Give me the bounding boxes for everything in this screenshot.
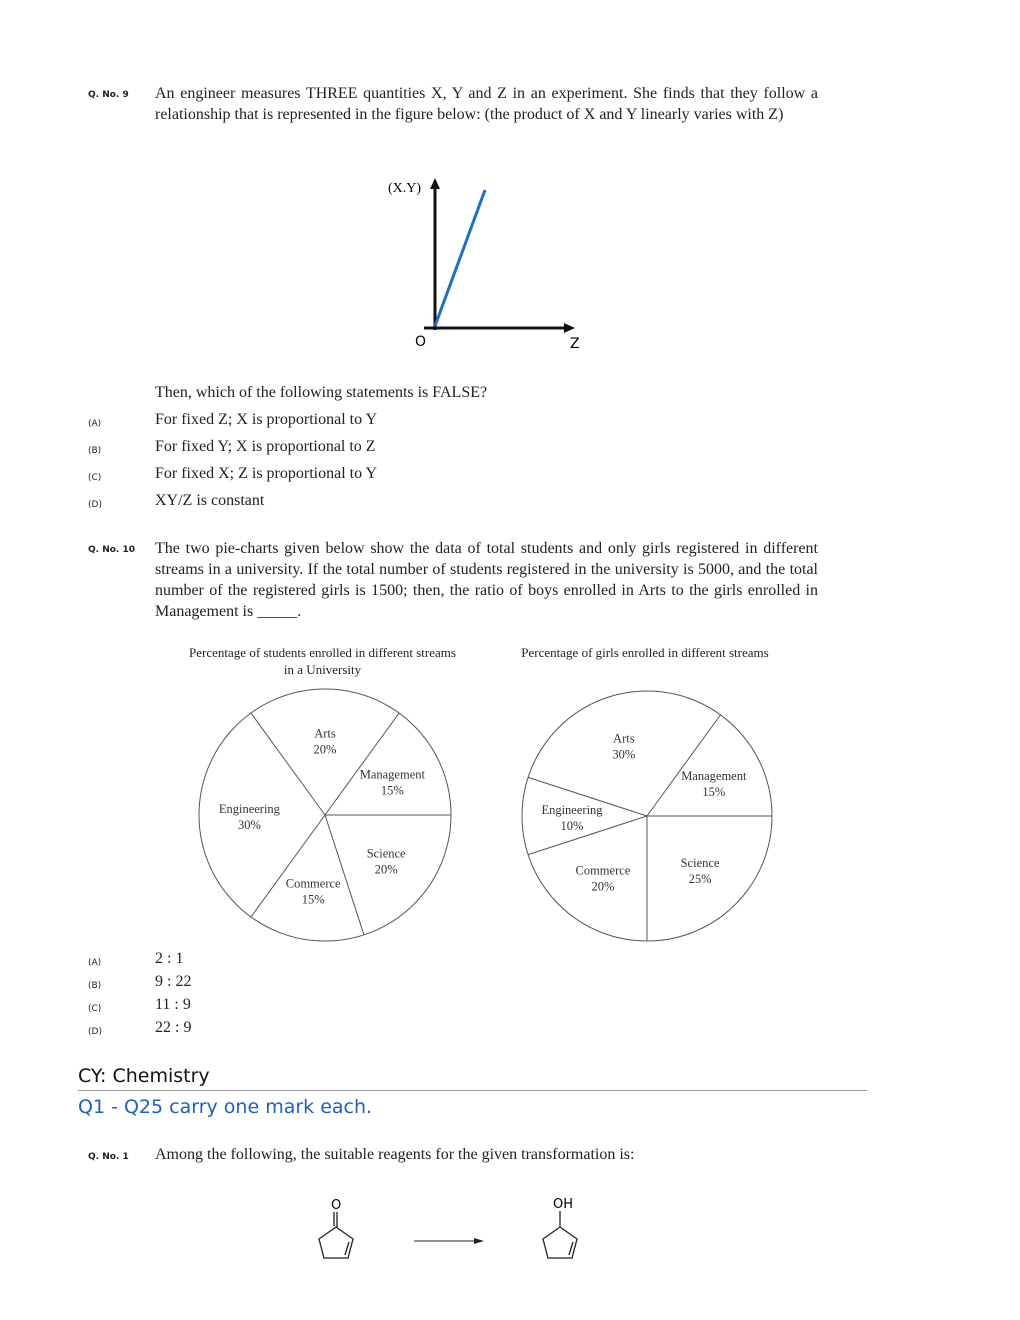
pie-slice-boundary-engineering xyxy=(528,816,647,855)
option-label: (D) xyxy=(88,1027,102,1037)
pie-charts xyxy=(0,680,1020,950)
slice-value-label: 20% xyxy=(374,862,398,877)
slice-value-label: 25% xyxy=(688,872,712,887)
slice-value-label: 20% xyxy=(591,879,615,894)
option-label: (A) xyxy=(88,958,102,968)
option-a: For fixed Z; X is proportional to Y xyxy=(155,411,378,428)
y-axis-arrow-icon xyxy=(430,178,440,189)
slice-value-label: 20% xyxy=(313,742,337,757)
hydroxyl-label: OH xyxy=(553,1197,574,1212)
slice-value-label: 10% xyxy=(560,819,584,833)
pie-title-girls: Percentage of girls enrolled in different streams xyxy=(521,645,769,660)
option-label: (A) xyxy=(88,419,102,429)
xy-vs-z-graph xyxy=(380,170,600,355)
option-d: XY/Z is constant xyxy=(155,492,265,509)
carbonyl-oxygen-label: O xyxy=(331,1198,342,1213)
pie-slice-boundary-management xyxy=(647,715,720,816)
slice-category-label: Arts xyxy=(314,726,336,741)
question-text: The two pie-charts given below show the data of total students and only girls registered in different streams in a university. If the total number of students registered in the university is 5000, and the total number of the registered girls is 1500; then, the ratio of boys enrolled in Arts to the girls enrolled in Management is _____. xyxy=(155,540,818,620)
section-divider xyxy=(78,1090,867,1091)
question-number: Q. No. 9 xyxy=(88,90,129,100)
cyclopentenone-structure xyxy=(319,1212,353,1258)
section-title: CY: Chemistry xyxy=(78,1065,210,1087)
option-a: 2 : 1 xyxy=(155,950,184,967)
arrow-head-icon xyxy=(474,1238,484,1244)
pie-slice-boundary-commerce xyxy=(325,815,364,935)
slice-category-label: Management xyxy=(681,768,747,783)
option-label: (D) xyxy=(88,500,102,510)
option-label: (B) xyxy=(88,981,102,991)
x-axis-arrow-icon xyxy=(564,323,575,333)
option-label: (B) xyxy=(88,446,102,456)
slice-category-label: Commerce xyxy=(285,876,341,891)
slice-category-label: Commerce xyxy=(575,863,631,878)
x-axis-label: Z xyxy=(570,336,580,352)
question-number: Q. No. 10 xyxy=(88,545,135,555)
question-prompt: Then, which of the following statements is FALSE? xyxy=(155,384,488,401)
option-label: (C) xyxy=(88,1004,102,1014)
question-text: Among the following, the suitable reagents for the given transformation is: xyxy=(155,1146,635,1163)
option-b: For fixed Y; X is proportional to Z xyxy=(155,438,376,455)
slice-category-label: Science xyxy=(680,856,720,871)
option-b: 9 : 22 xyxy=(155,973,192,990)
option-d: 22 : 9 xyxy=(155,1019,192,1036)
xy-z-line xyxy=(435,190,485,326)
question-number: Q. No. 1 xyxy=(88,1152,129,1162)
slice-value-label: 15% xyxy=(301,892,325,907)
slice-category-label: Engineering xyxy=(218,802,280,816)
option-label: (C) xyxy=(88,473,102,483)
slice-value-label: 15% xyxy=(380,783,404,798)
slice-category-label: Management xyxy=(359,767,425,782)
y-axis-label: (X.Y) xyxy=(388,181,422,196)
slice-value-label: 15% xyxy=(702,784,726,799)
slice-category-label: Engineering xyxy=(541,803,603,817)
slice-value-label: 30% xyxy=(237,818,261,832)
option-c: 11 : 9 xyxy=(155,996,191,1013)
cyclopentenol-structure xyxy=(543,1211,577,1258)
slice-value-label: 30% xyxy=(612,747,636,762)
slice-category-label: Arts xyxy=(613,731,635,746)
pie-slice-boundary-management xyxy=(325,713,399,815)
section-subtitle: Q1 - Q25 carry one mark each. xyxy=(78,1096,373,1118)
slice-category-label: Science xyxy=(366,846,406,861)
origin-label: O xyxy=(415,334,427,350)
question-text: An engineer measures THREE quantities X, Y and Z in an experiment. She finds that they follow a relationship that is represented in the figure below: (the product of X and Y linearly varies with Z) xyxy=(155,85,818,123)
pie-title-students: Percentage of students enrolled in different streams in a University xyxy=(189,645,456,677)
option-c: For fixed X; Z is proportional to Y xyxy=(155,465,378,482)
reaction-scheme xyxy=(290,1190,610,1280)
